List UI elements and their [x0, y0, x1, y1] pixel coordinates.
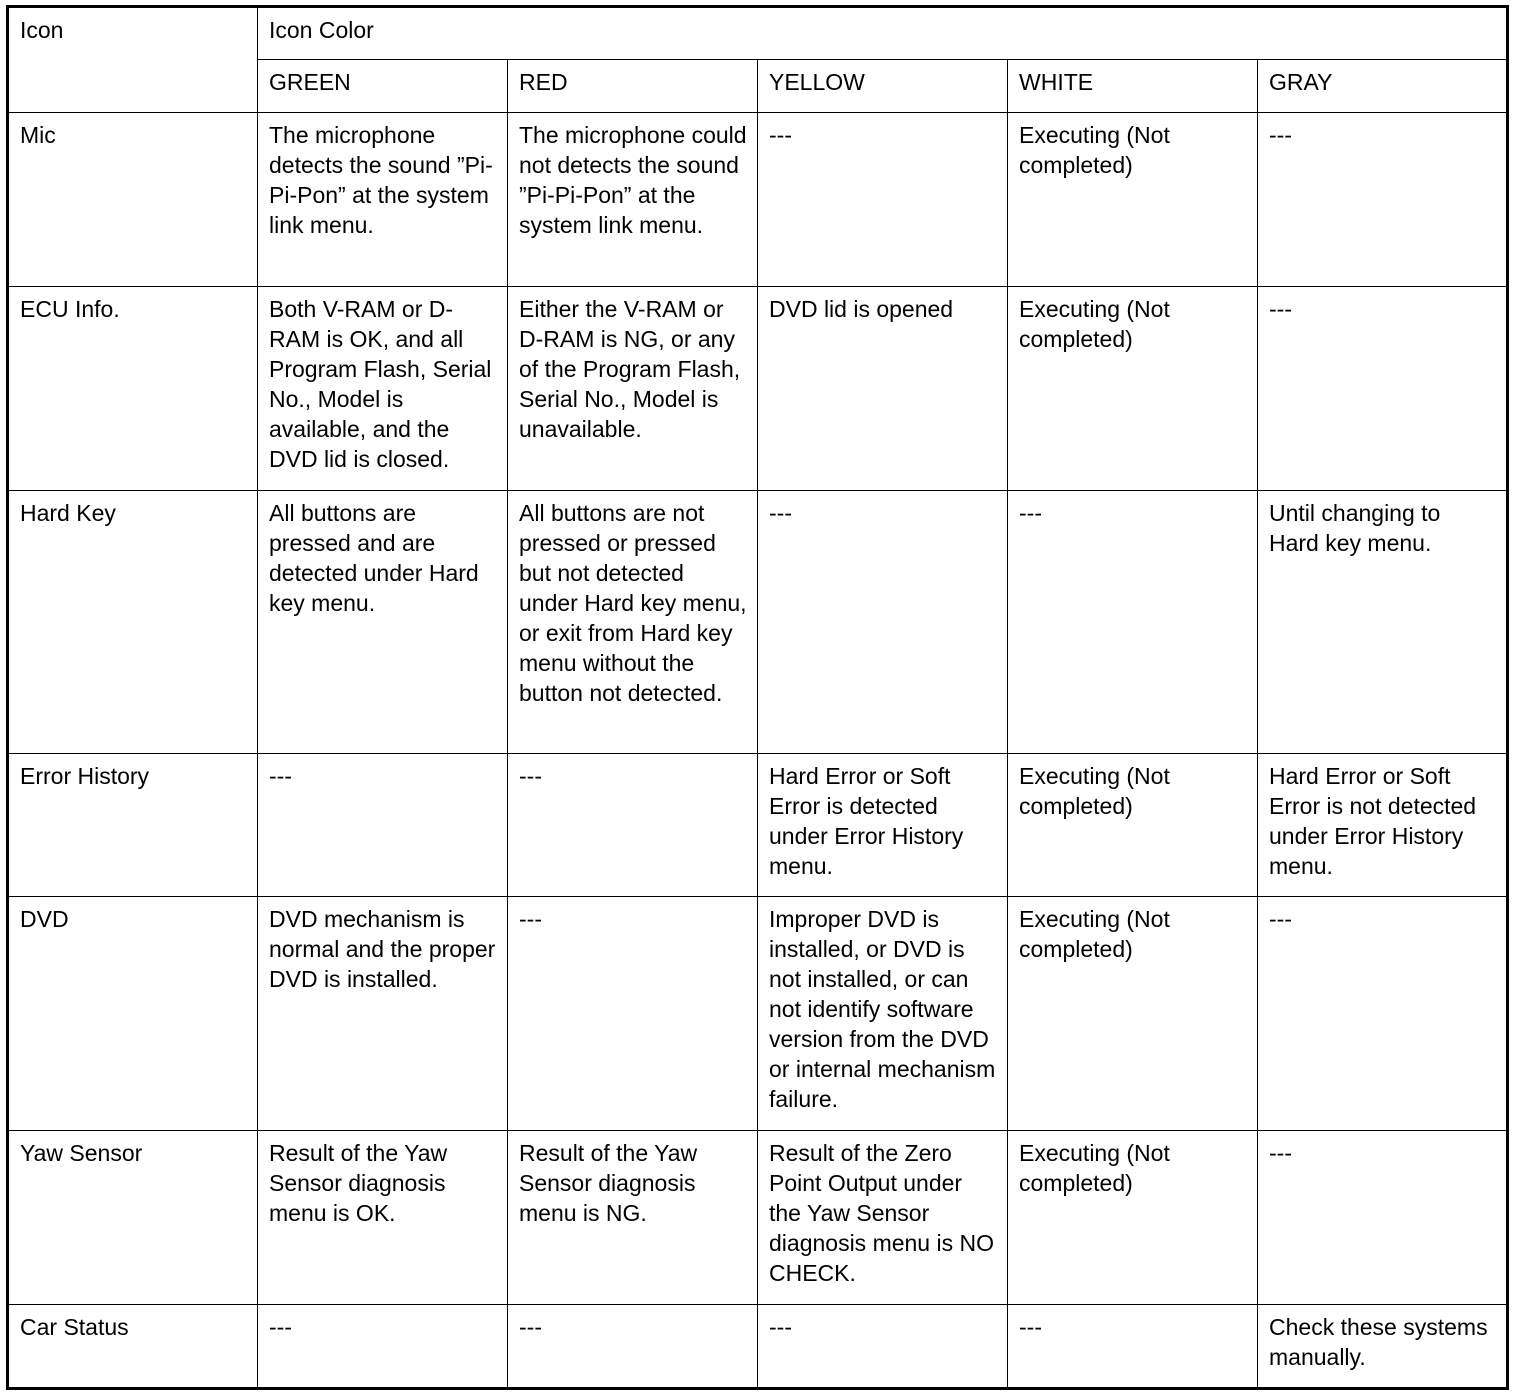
cell-green: All buttons are pressed and are detected under Hard key menu. — [258, 491, 508, 754]
table-row — [8, 1305, 1508, 1389]
cell-gray: --- — [1258, 113, 1508, 287]
cell-green: DVD mechanism is normal and the proper DVD is installed. — [258, 897, 508, 1131]
row-icon-name: DVD — [8, 897, 258, 1131]
cell-green: Result of the Yaw Sensor diagnosis menu is OK. — [258, 1131, 508, 1305]
cell-yellow: Result of the Zero Point Output under the Yaw Sensor diagnosis menu is NO CHECK. — [758, 1131, 1008, 1305]
cell-white: Executing (Not completed) — [1008, 113, 1258, 287]
cell-white: Executing (Not completed) — [1008, 1131, 1258, 1305]
table-row — [8, 287, 1508, 491]
icon-color-table — [6, 5, 1509, 1390]
cell-white: --- — [1008, 491, 1258, 754]
cell-yellow: DVD lid is opened — [758, 287, 1008, 491]
cell-green: The microphone detects the sound ”Pi-Pi-Pon” at the system link menu. — [258, 113, 508, 287]
table-row — [8, 113, 1508, 287]
table-row — [8, 1131, 1508, 1305]
col-header-yellow: YELLOW — [758, 60, 1008, 113]
col-header-red: RED — [508, 60, 758, 113]
table-row — [8, 754, 1508, 897]
row-icon-name: ECU Info. — [8, 287, 258, 491]
cell-yellow: Hard Error or Soft Error is detected under Error History menu. — [758, 754, 1008, 897]
cell-yellow: --- — [758, 1305, 1008, 1389]
row-icon-name: Mic — [8, 113, 258, 287]
cell-green: --- — [258, 754, 508, 897]
cell-gray: Check these systems manually. — [1258, 1305, 1508, 1389]
row-icon-name: Car Status — [8, 1305, 258, 1389]
cell-red: --- — [508, 754, 758, 897]
cell-gray: --- — [1258, 1131, 1508, 1305]
cell-white: Executing (Not completed) — [1008, 287, 1258, 491]
col-header-white: WHITE — [1008, 60, 1258, 113]
cell-yellow: --- — [758, 113, 1008, 287]
cell-green: --- — [258, 1305, 508, 1389]
icon-header: Icon — [8, 7, 258, 113]
cell-red: Either the V-RAM or D-RAM is NG, or any of the Program Flash, Serial No., Model is unavailable. — [508, 287, 758, 491]
cell-gray: --- — [1258, 287, 1508, 491]
table-row — [8, 897, 1508, 1131]
col-header-green: GREEN — [258, 60, 508, 113]
cell-red: The microphone could not detects the sound ”Pi-Pi-Pon” at the system link menu. — [508, 113, 758, 287]
header-row-1 — [8, 7, 1508, 60]
row-icon-name: Yaw Sensor — [8, 1131, 258, 1305]
cell-gray: --- — [1258, 897, 1508, 1131]
cell-yellow: --- — [758, 491, 1008, 754]
row-icon-name: Error History — [8, 754, 258, 897]
cell-gray: Until changing to Hard key menu. — [1258, 491, 1508, 754]
cell-yellow: Improper DVD is installed, or DVD is not installed, or can not identify software version from the DVD or internal mechanism failure. — [758, 897, 1008, 1131]
cell-red: --- — [508, 897, 758, 1131]
cell-green: Both V-RAM or D-RAM is OK, and all Program Flash, Serial No., Model is available, and the DVD lid is closed. — [258, 287, 508, 491]
cell-red: --- — [508, 1305, 758, 1389]
cell-red: All buttons are not pressed or pressed but not detected under Hard key menu, or exit from Hard key menu without the button not detected. — [508, 491, 758, 754]
cell-red: Result of the Yaw Sensor diagnosis menu is NG. — [508, 1131, 758, 1305]
row-icon-name: Hard Key — [8, 491, 258, 754]
col-header-gray: GRAY — [1258, 60, 1508, 113]
table-row — [8, 491, 1508, 754]
cell-white: Executing (Not completed) — [1008, 897, 1258, 1131]
cell-white: Executing (Not completed) — [1008, 754, 1258, 897]
cell-white: --- — [1008, 1305, 1258, 1389]
cell-gray: Hard Error or Soft Error is not detected under Error History menu. — [1258, 754, 1508, 897]
icon-color-header: Icon Color — [258, 7, 1508, 60]
